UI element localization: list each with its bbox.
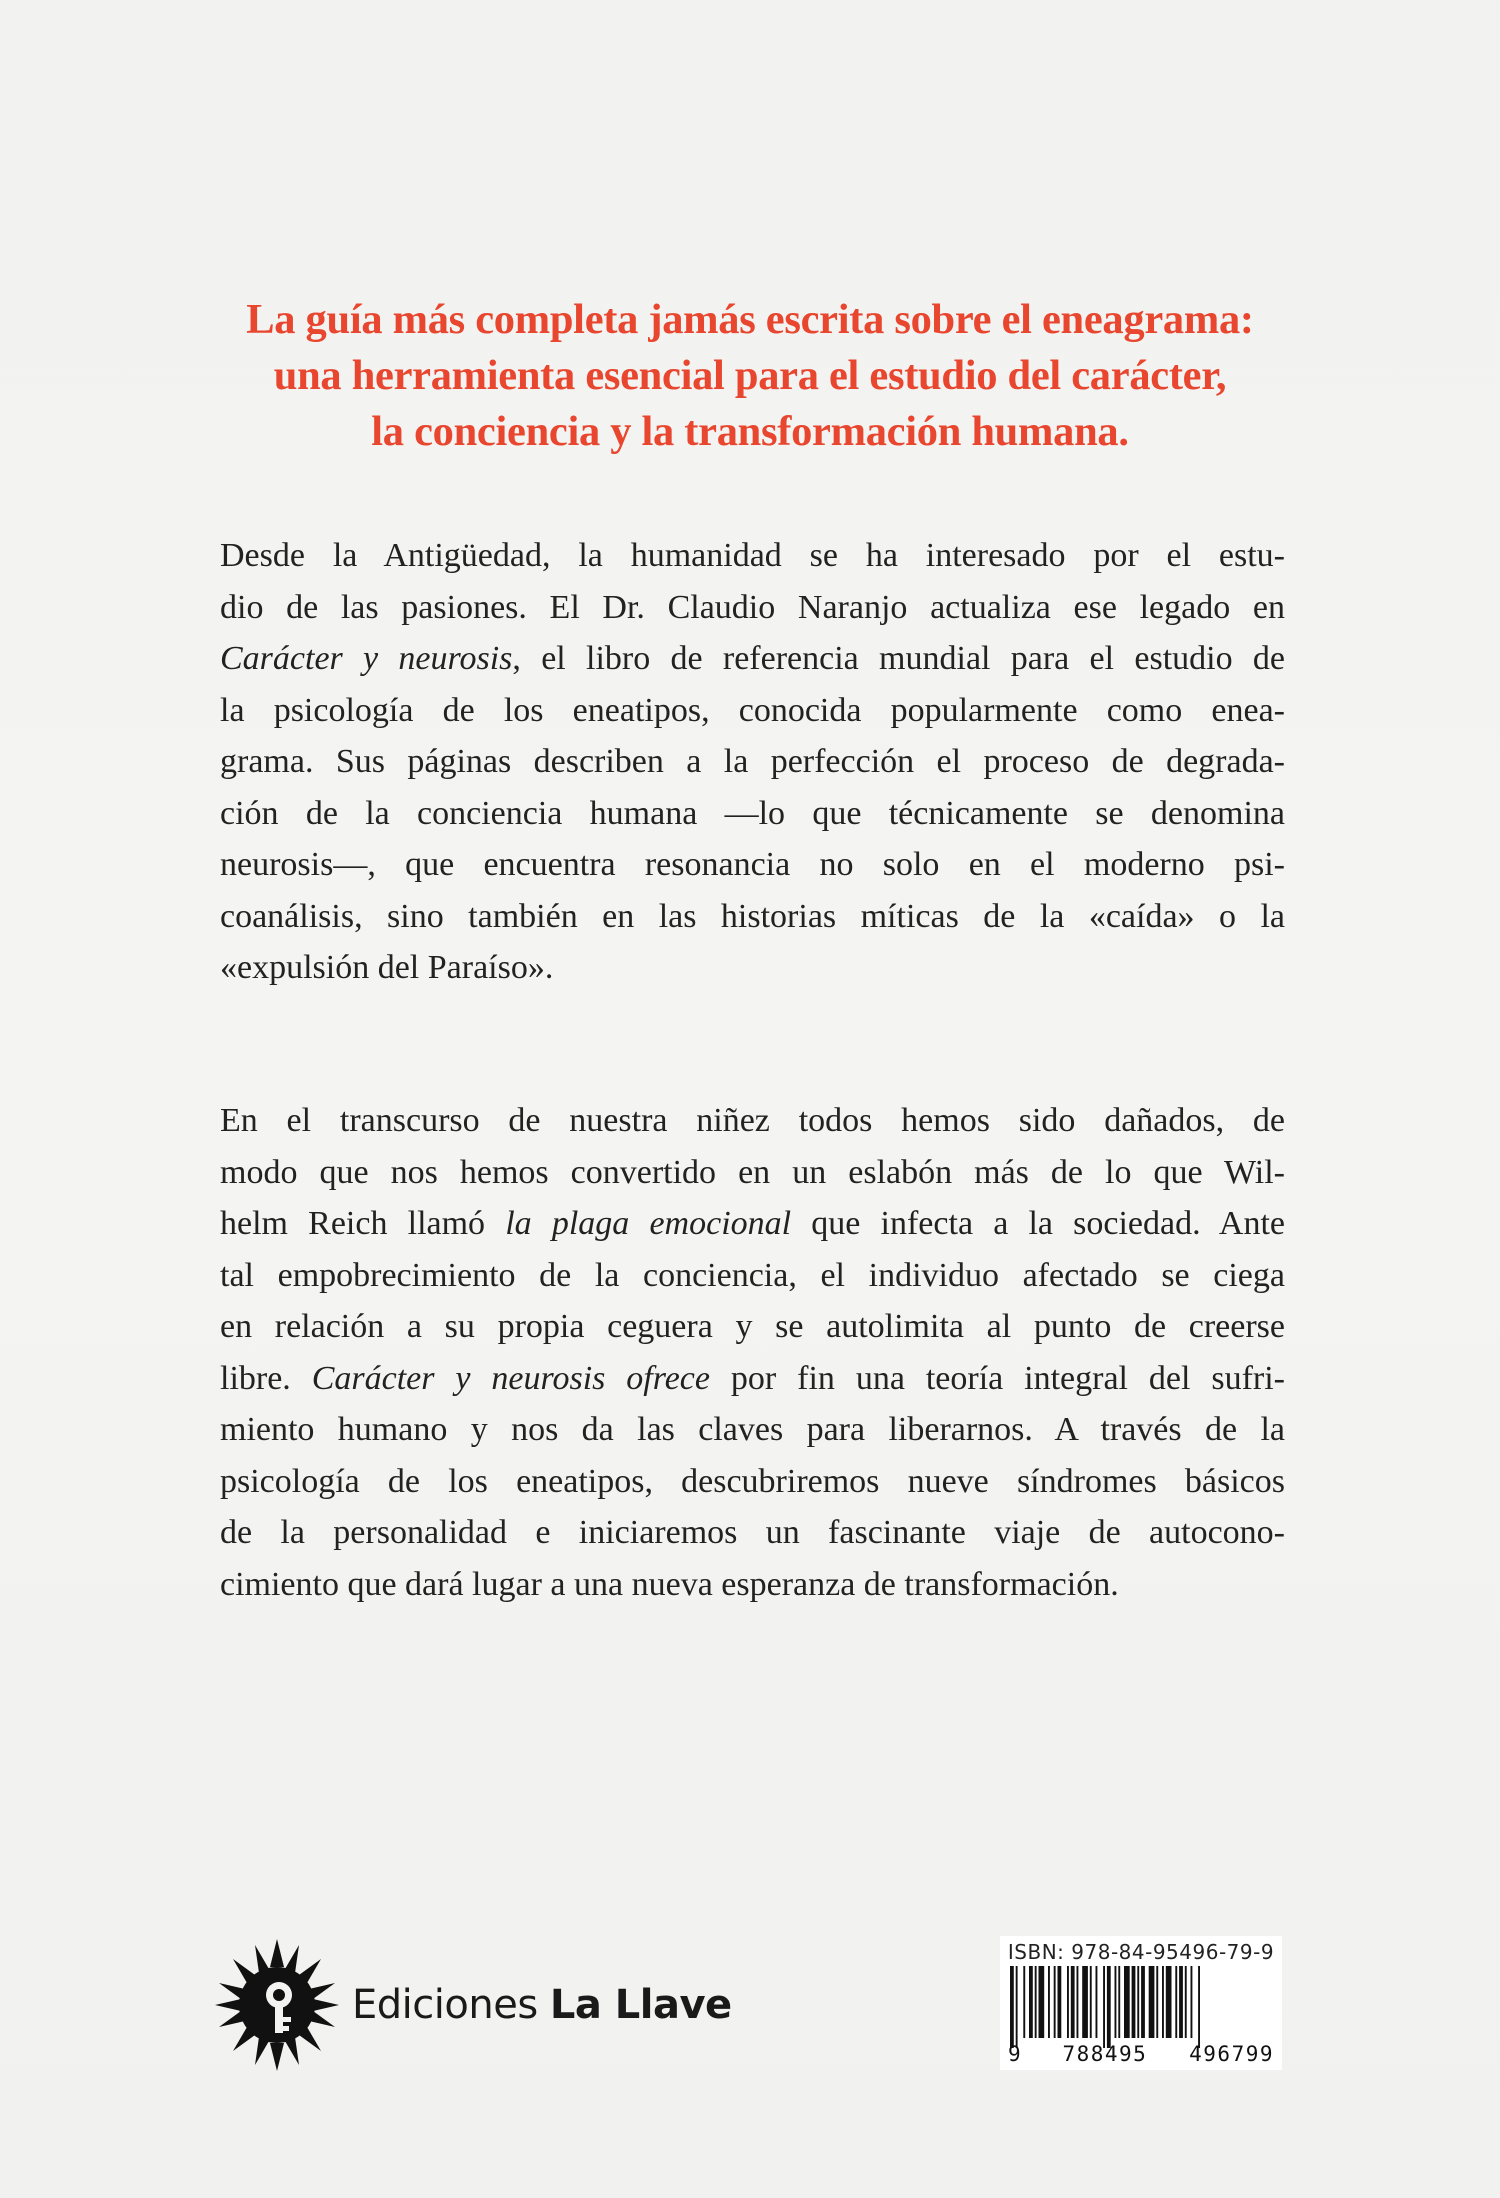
publisher-name-bold: La Llave <box>549 1982 732 2028</box>
paragraph-text: por fin una teoría integral del sufri- <box>710 1359 1285 1397</box>
barcode-bar <box>1191 1966 1193 2038</box>
paragraph-line: modo que nos hemos convertido en un eslabón más de lo que Wil- <box>220 1153 1285 1191</box>
paragraph-line: coanálisis, sino también en las historias míticas de la «caída» o la <box>220 897 1285 935</box>
paragraph-line: la psicología de los eneatipos, conocida popularmente como enea- <box>220 691 1285 729</box>
headline-line-3: la conciencia y la transformación humana. <box>371 408 1129 455</box>
barcode-bar <box>1067 1966 1069 2038</box>
barcode-digits-left: 788495 <box>1062 2042 1148 2066</box>
barcode-bar <box>1185 1966 1187 2038</box>
barcode-bar <box>1179 1966 1183 2038</box>
barcode-bar <box>1137 1966 1139 2038</box>
paragraph-line: cimiento que dará lugar a una nueva esperanza de transformación. <box>220 1565 1119 1603</box>
barcode-digits <box>1006 2042 1276 2066</box>
paragraph-line: tal empobrecimiento de la conciencia, el individuo afectado se ciega <box>220 1256 1285 1294</box>
barcode-bar <box>1175 1966 1177 2038</box>
isbn-barcode <box>1000 1936 1282 2070</box>
synopsis-paragraph-2 <box>220 1095 1285 1610</box>
paragraph-line: en relación a su propia ceguera y se autolimita al punto de creerse <box>220 1308 1285 1345</box>
paragraph-line: Desde la Antigüedad, la humanidad se ha interesado por el estu- <box>220 537 1285 574</box>
barcode-bar <box>1118 1966 1120 2038</box>
barcode-bar <box>1103 1966 1105 2048</box>
paragraph-line <box>220 633 1285 685</box>
barcode-bar <box>1132 1966 1136 2038</box>
barcode-bar <box>1023 1966 1025 2038</box>
barcode-bar <box>1198 1966 1200 2048</box>
barcode-bar <box>1090 1966 1092 2038</box>
synopsis-paragraph-1 <box>220 530 1285 994</box>
barcode-bar <box>1039 1966 1045 2038</box>
headline-line-2: una herramienta esencial para el estudio del carácter, <box>273 352 1227 399</box>
book-title-italic: Carácter y neurosis <box>220 640 513 677</box>
barcode-bar <box>1166 1966 1172 2038</box>
barcode-bar <box>1156 1966 1158 2038</box>
paragraph-line: dio de las pasiones. El Dr. Claudio Naranjo actualiza ese legado en <box>220 588 1285 626</box>
paragraph-text: que infecta a la sociedad. Ante <box>791 1205 1286 1242</box>
paragraph-line <box>220 1198 1285 1250</box>
barcode-bar <box>1048 1966 1050 2038</box>
paragraph-line: de la personalidad e iniciaremos un fascinante viaje de autocono- <box>220 1514 1285 1551</box>
barcode-bar <box>1071 1966 1075 2038</box>
barcode-bar <box>1115 1966 1117 2038</box>
barcode-bar <box>1016 1966 1018 2048</box>
paragraph-line: miento humano y nos da las claves para liberarnos. A través de la <box>220 1411 1285 1448</box>
barcode-bar <box>1107 1966 1111 2048</box>
barcode-bar <box>1096 1966 1098 2038</box>
quoted-term-italic: la plaga emocional <box>505 1205 792 1242</box>
barcode-bar <box>1035 1966 1037 2038</box>
paragraph-text: , el libro de referencia mundial para el estudio de <box>512 640 1285 677</box>
barcode-bar <box>1082 1966 1088 2038</box>
paragraph-text: helm Reich llamó <box>220 1205 506 1242</box>
barcode-bar <box>1058 1966 1062 2038</box>
paragraph-line <box>220 1353 1285 1405</box>
barcode-bar <box>1077 1966 1079 2038</box>
paragraph-line: neurosis—, que encuentra resonancia no solo en el moderno psi- <box>220 846 1285 883</box>
cover-headline <box>150 292 1350 460</box>
barcode-bars <box>1006 1966 1264 2048</box>
barcode-bar <box>1162 1966 1164 2038</box>
sun-key-logo-icon <box>212 1935 342 2075</box>
barcode-bar <box>1141 1966 1145 2038</box>
book-title-italic: Carácter y neurosis ofrece <box>311 1359 710 1397</box>
barcode-bar <box>1010 1966 1014 2048</box>
barcode-bar <box>1149 1966 1155 2038</box>
publisher-name <box>352 1982 732 2028</box>
paragraph-line: grama. Sus páginas describen a la perfección el proceso de degrada- <box>220 743 1285 780</box>
paragraph-text: libre. <box>220 1359 312 1397</box>
barcode-bar <box>1029 1966 1033 2038</box>
paragraph-line: psicología de los eneatipos, descubriremos nueve síndromes básicos <box>220 1462 1285 1500</box>
paragraph-line: ción de la conciencia humana —lo que técnicamente se denomina <box>220 794 1285 832</box>
barcode-bar <box>1054 1966 1056 2038</box>
paragraph-line: «expulsión del Paraíso». <box>220 949 554 986</box>
barcode-digits-right: 496799 <box>1189 2042 1274 2066</box>
publisher-name-light: Ediciones <box>352 1982 550 2028</box>
isbn-label: ISBN: 978-84-95496-79-9 <box>1007 1940 1275 1964</box>
publisher-logo <box>212 1935 732 2075</box>
headline-line-1: La guía más completa jamás escrita sobre el eneagrama: <box>246 296 1254 343</box>
paragraph-line: En el transcurso de nuestra niñez todos hemos sido dañados, de <box>220 1102 1285 1139</box>
barcode-bar <box>1124 1966 1130 2038</box>
barcode-digit-first: 9 <box>1008 2042 1021 2066</box>
